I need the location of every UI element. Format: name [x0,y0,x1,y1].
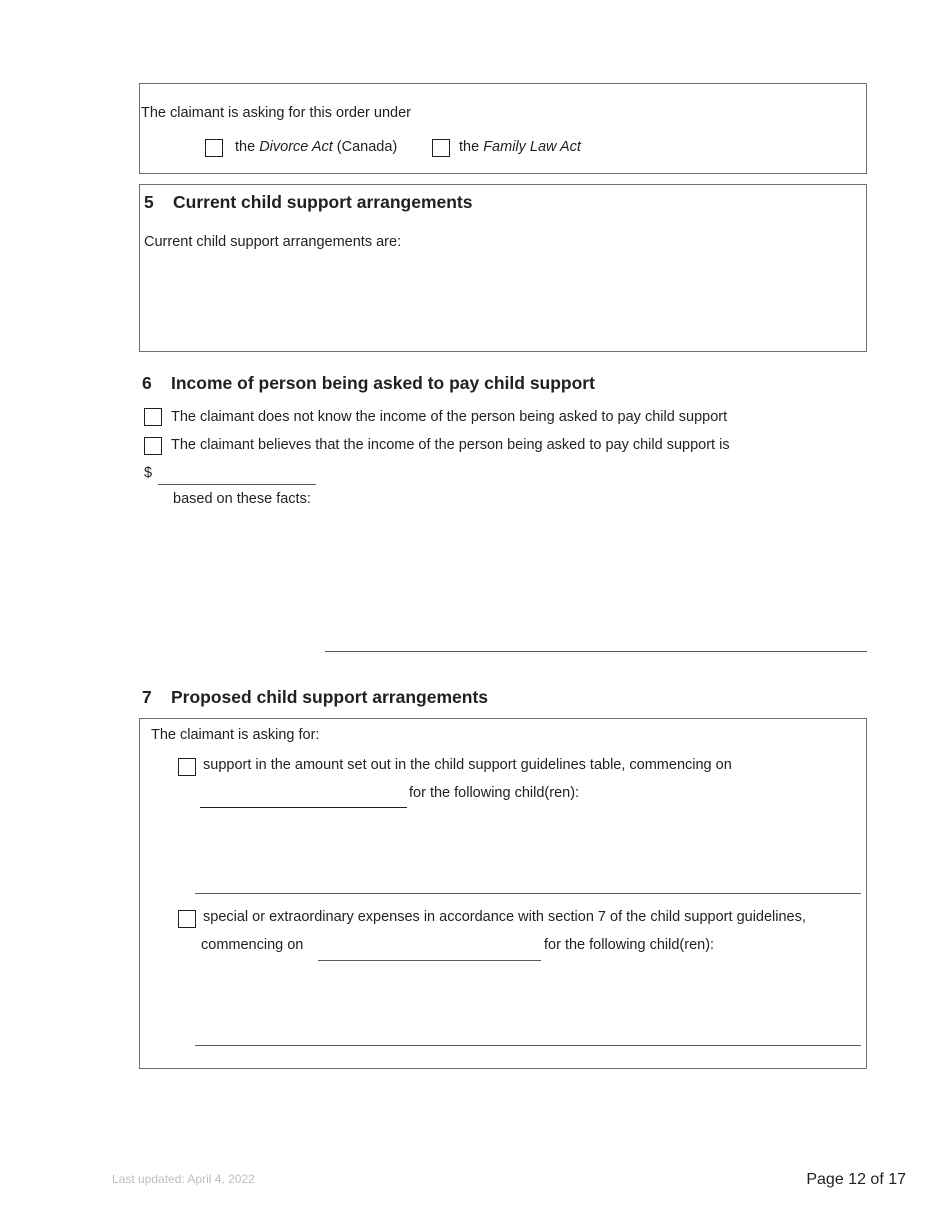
guidelines-support-label: support in the amount set out in the child support guidelines table, commencing on [203,757,732,773]
family-law-act-checkbox[interactable] [432,139,450,157]
commencing-on-label: commencing on [201,937,304,953]
income-facts-underline [325,651,867,652]
income-unknown-label: The claimant does not know the income of the person being asked to pay child support [171,409,728,425]
special-commencing-date-field[interactable] [318,938,541,960]
income-facts-field[interactable] [325,510,866,650]
based-on-facts-label: based on these facts: [173,491,311,507]
income-amount-underline [158,484,316,485]
last-updated-text: Last updated: April 4, 2022 [112,1172,255,1186]
guidelines-commencing-date-field[interactable] [200,786,407,808]
order-under-box [139,83,867,174]
section-6-number: 6 [142,373,152,393]
income-amount-field[interactable] [158,462,316,484]
divorce-act-label: the Divorce Act (Canada) [235,139,398,155]
special-expenses-checkbox[interactable] [178,910,196,928]
currency-symbol: $ [144,465,153,481]
order-under-label: The claimant is asking for this order under [141,105,411,121]
guidelines-children-underline [195,893,861,894]
section-7-title: Proposed child support arrangements [171,687,488,707]
section-6-title: Income of person being asked to pay child support [171,373,595,393]
divorce-act-checkbox[interactable] [205,139,223,157]
special-expenses-label: special or extraordinary expenses in accordance with section 7 of the child support guidelines, [203,909,806,925]
section-5-prompt: Current child support arrangements are: [144,234,402,250]
guidelines-children-label: for the following child(ren): [409,785,580,801]
income-believed-checkbox[interactable] [144,437,162,455]
section-5-title: Current child support arrangements [173,192,473,212]
guidelines-commencing-date-underline [200,807,407,808]
guidelines-support-checkbox[interactable] [178,758,196,776]
section-7-number: 7 [142,687,152,707]
page-number: Page 12 of 17 [806,1171,906,1188]
current-arrangements-field[interactable] [144,256,862,346]
guidelines-children-field[interactable] [195,812,861,892]
income-believed-label: The claimant believes that the income of the person being asked to pay child support is [171,437,730,453]
special-children-underline [195,1045,861,1046]
income-unknown-checkbox[interactable] [144,408,162,426]
special-children-field[interactable] [195,964,861,1044]
special-commencing-date-underline [318,960,541,961]
special-children-label: for the following child(ren): [544,937,715,953]
section-5-number: 5 [144,192,154,212]
family-law-act-label: the Family Law Act [459,139,581,155]
asking-for-label: The claimant is asking for: [151,727,320,743]
